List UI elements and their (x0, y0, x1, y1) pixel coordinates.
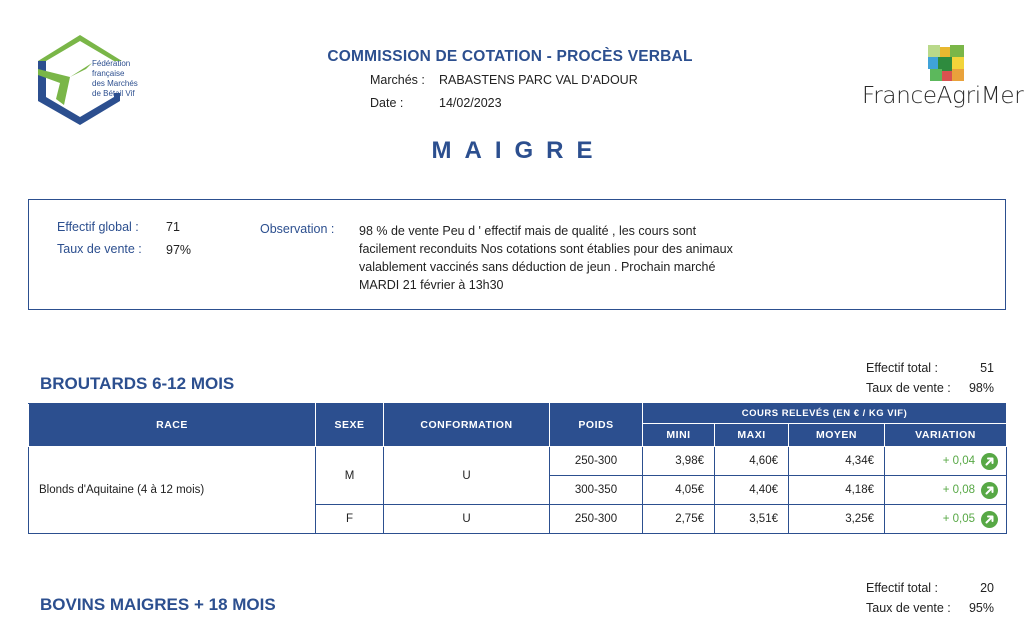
bovins-stats (866, 581, 996, 619)
arrow-up-right-icon (981, 511, 998, 528)
poids-cell: 300-350 (550, 476, 643, 505)
sexe-cell: M (316, 447, 384, 505)
arrow-up-right-icon (981, 482, 998, 499)
mini-cell: 2,75€ (643, 505, 715, 534)
summary-box (28, 199, 1006, 310)
date-row (370, 96, 670, 114)
broutards-taux-value: 98% (968, 381, 994, 395)
broutards-taux-label: Taux de vente : (866, 381, 951, 395)
effectif-global-value: 71 (166, 220, 180, 234)
variation-value: + 0,05 (942, 513, 976, 525)
maxi-cell: 4,60€ (715, 447, 789, 476)
header-variation: VARIATION (885, 424, 1007, 447)
conformation-cell: U (384, 447, 550, 505)
ffmbv-text-line-3: des Marchés (92, 79, 138, 88)
franceagrimer-logo (856, 45, 1024, 115)
variation-cell (885, 447, 1007, 476)
cotation-table (28, 403, 1007, 534)
header-conformation: CONFORMATION (384, 404, 550, 447)
taux-vente-label: Taux de vente : (57, 242, 142, 256)
mini-cell: 3,98€ (643, 447, 715, 476)
observation-line: MARDI 21 février à 13h30 (359, 278, 504, 292)
header-poids: POIDS (550, 404, 643, 447)
observation-line: 98 % de vente Peu d ' effectif mais de qualité , les cours sont (359, 224, 697, 238)
marches-value: RABASTENS PARC VAL D'ADOUR (439, 73, 638, 87)
observation-line: valablement vaccinés sans déduction de jeun . Prochain marché (359, 260, 716, 274)
maigre-title: MAIGRE (431, 137, 606, 164)
bovins-effectif-value: 20 (980, 581, 994, 595)
bovins-effectif-label: Effectif total : (866, 581, 939, 595)
header-sexe: SEXE (316, 404, 384, 447)
bovins-taux-value: 95% (968, 601, 994, 615)
mini-cell: 4,05€ (643, 476, 715, 505)
ffmbv-text-line-2: française (92, 69, 125, 78)
date-value: 14/02/2023 (439, 96, 502, 110)
document-header (290, 48, 730, 66)
observation-line: facilement reconduits Nos cotations sont établies pour des animaux (359, 242, 733, 256)
bovins-taux-label: Taux de vente : (866, 601, 951, 615)
race-cell: Blonds d'Aquitaine (4 à 12 mois) (29, 447, 316, 534)
broutards-stats (866, 361, 996, 401)
variation-value: + 0,08 (942, 484, 976, 496)
marches-label: Marchés : (370, 73, 425, 87)
poids-cell: 250-300 (550, 447, 643, 476)
bovins-effectif-row (866, 581, 996, 601)
moyen-cell: 4,34€ (789, 447, 885, 476)
maxi-cell: 3,51€ (715, 505, 789, 534)
broutards-effectif-value: 51 (980, 361, 994, 375)
observation-text (359, 222, 799, 294)
broutards-section-title: BROUTARDS 6-12 MOIS (40, 374, 235, 393)
bovins-section-title: BOVINS MAIGRES + 18 MOIS (40, 595, 276, 614)
effectif-global-label: Effectif global : (57, 220, 139, 234)
taux-vente-value: 97% (166, 243, 192, 257)
header-moyen: MOYEN (789, 424, 885, 447)
sexe-cell: F (316, 505, 384, 534)
ffmbv-logo-text (92, 59, 172, 99)
marches-row (370, 73, 670, 91)
franceagrimer-logo-mark (928, 45, 966, 83)
ffmbv-text-line-4: de Bétail Vif (92, 89, 135, 98)
variation-cell (885, 505, 1007, 534)
moyen-cell: 3,25€ (789, 505, 885, 534)
table-row (29, 447, 1007, 476)
date-label: Date : (370, 96, 404, 110)
franceagrimer-logo-text: FranceAgriMer (862, 83, 1024, 109)
header-maxi: MAXI (715, 424, 789, 447)
observation-label: Observation : (260, 222, 335, 236)
ffmbv-logo (34, 33, 169, 125)
broutards-taux-row (866, 381, 996, 401)
maxi-cell: 4,40€ (715, 476, 789, 505)
document-title: COMMISSION DE COTATION - PROCÈS VERBAL (327, 48, 693, 65)
arrow-up-right-icon (981, 453, 998, 470)
header-cours-releves: COURS RELEVÉS (EN € / KG VIF) (643, 404, 1007, 424)
broutards-effectif-label: Effectif total : (866, 361, 939, 375)
variation-cell (885, 476, 1007, 505)
header-race: RACE (29, 404, 316, 447)
conformation-cell: U (384, 505, 550, 534)
broutards-effectif-row (866, 361, 996, 381)
ffmbv-text-line-1: Fédération (92, 59, 131, 68)
poids-cell: 250-300 (550, 505, 643, 534)
variation-value: + 0,04 (942, 455, 976, 467)
header-mini: MINI (643, 424, 715, 447)
moyen-cell: 4,18€ (789, 476, 885, 505)
bovins-taux-row (866, 601, 996, 619)
